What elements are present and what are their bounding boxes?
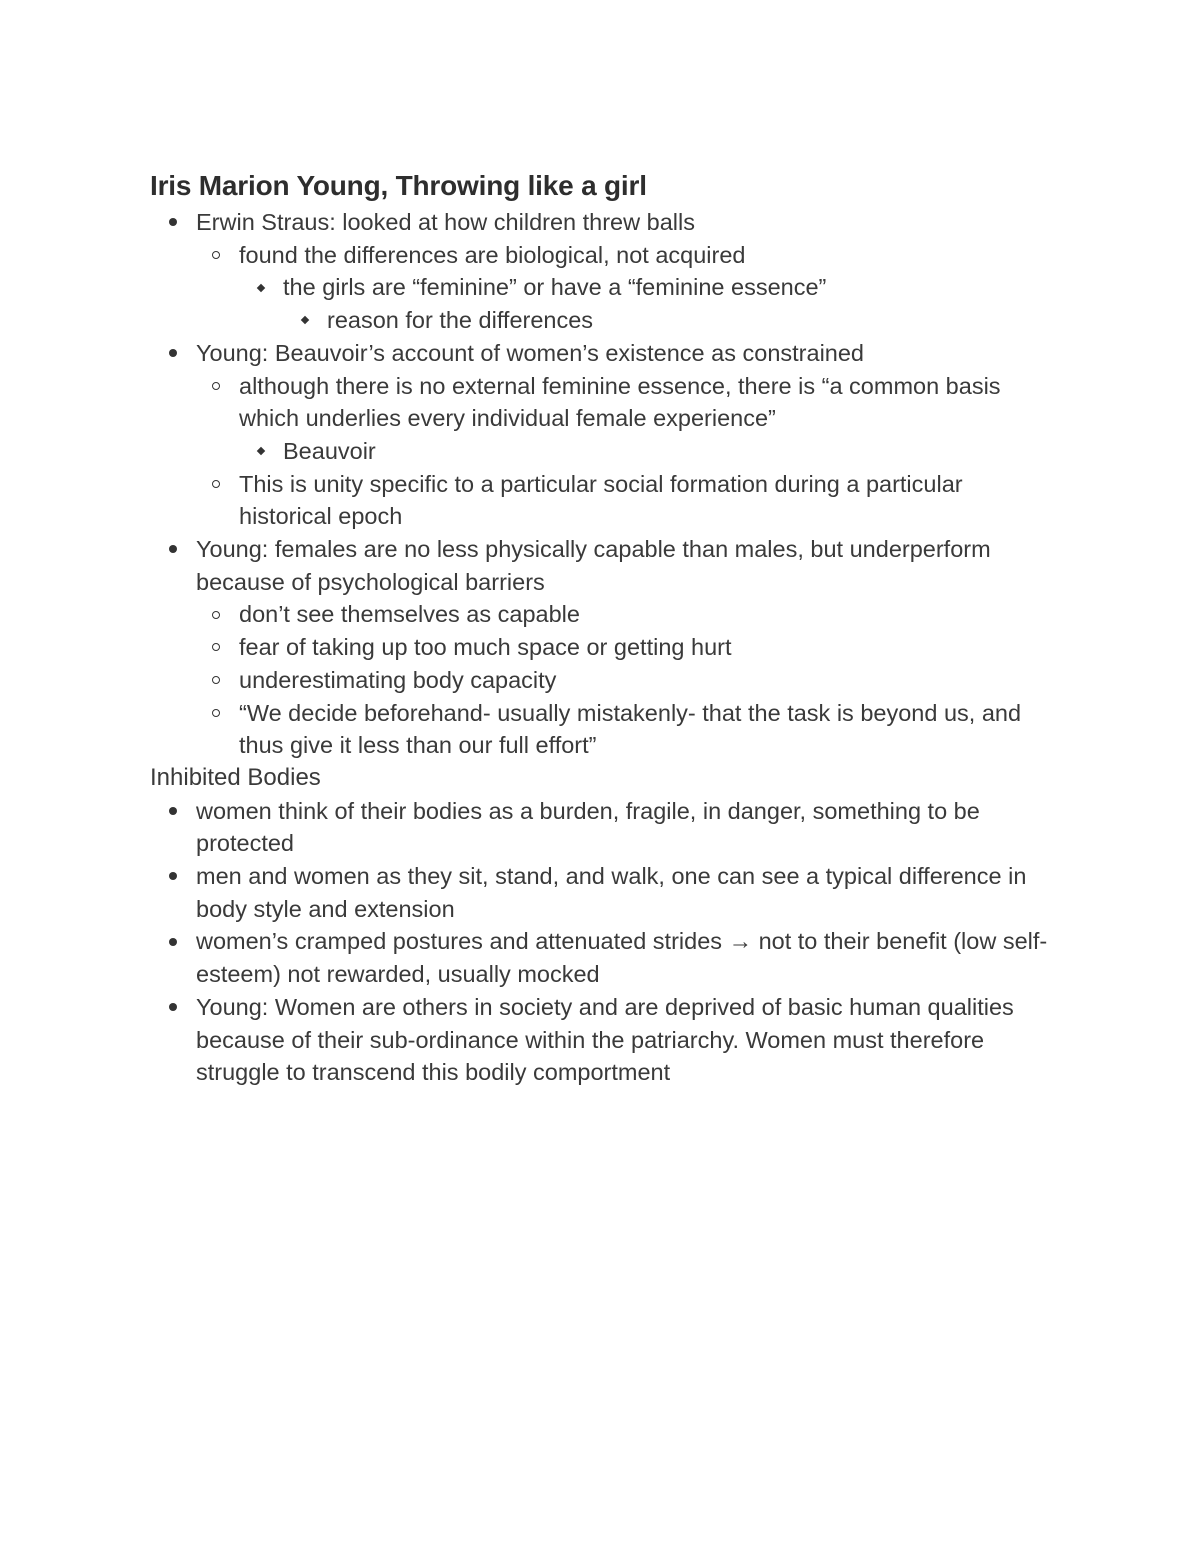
bullet-circle-icon: [211, 664, 221, 697]
list-item: Young: Beauvoir’s account of women’s existence as constrained: [150, 337, 1050, 370]
list-item: reason for the differences: [150, 304, 1050, 337]
bullet-dot-icon: [168, 206, 178, 239]
bullet-dot-icon: [168, 991, 178, 1024]
bullet-diamond-icon: [255, 271, 267, 304]
list-item: Young: Women are others in society and are deprived of basic human qualities because of their sub-ordinance within the patriarchy. Women must therefore struggle to transcend this bodily comportment: [150, 991, 1050, 1089]
bullet-circle-icon: [211, 598, 221, 631]
section-heading: Inhibited Bodies: [150, 763, 321, 791]
list-item: Young: females are no less physically capable than males, but underperform because of psychological barriers: [150, 533, 1050, 598]
list-item: found the differences are biological, not acquired: [150, 239, 1050, 272]
bullet-dot-icon: [168, 533, 178, 566]
list-item: women’s cramped postures and attenuated strides → not to their benefit (low self-esteem) not rewarded, usually mocked: [150, 925, 1050, 990]
list-item: men and women as they sit, stand, and walk, one can see a typical difference in body style and extension: [150, 860, 1050, 925]
bullet-dot-icon: [168, 860, 178, 893]
list-item: don’t see themselves as capable: [150, 598, 1050, 631]
bullet-diamond-icon: [255, 435, 267, 468]
list-item: This is unity specific to a particular social formation during a particular historical epoch: [150, 468, 1050, 533]
bullet-circle-icon: [211, 631, 221, 664]
bullet-circle-icon: [211, 697, 221, 730]
list-item: Erwin Straus: looked at how children threw balls: [150, 206, 1050, 239]
list-item: fear of taking up too much space or getting hurt: [150, 631, 1050, 664]
bullet-dot-icon: [168, 337, 178, 370]
list-item: “We decide beforehand- usually mistakenly- that the task is beyond us, and thus give it less than our full effort”: [150, 697, 1050, 762]
list-item: women think of their bodies as a burden, fragile, in danger, something to be protected: [150, 795, 1050, 860]
bullet-dot-icon: [168, 795, 178, 828]
bullet-circle-icon: [211, 468, 221, 501]
document-page: [150, 166, 1050, 1089]
list-item: Beauvoir: [150, 435, 1050, 468]
list-item: although there is no external feminine essence, there is “a common basis which underlies every individual female experience”: [150, 370, 1050, 435]
bullet-diamond-icon: [299, 304, 311, 337]
list-item: the girls are “feminine” or have a “feminine essence”: [150, 271, 1050, 304]
notes-list: [150, 795, 1050, 1089]
list-item: underestimating body capacity: [150, 664, 1050, 697]
notes-list: [150, 206, 1050, 762]
bullet-circle-icon: [211, 239, 221, 272]
bullet-dot-icon: [168, 925, 178, 958]
bullet-circle-icon: [211, 370, 221, 403]
document-title: Iris Marion Young, Throwing like a girl: [150, 170, 647, 201]
